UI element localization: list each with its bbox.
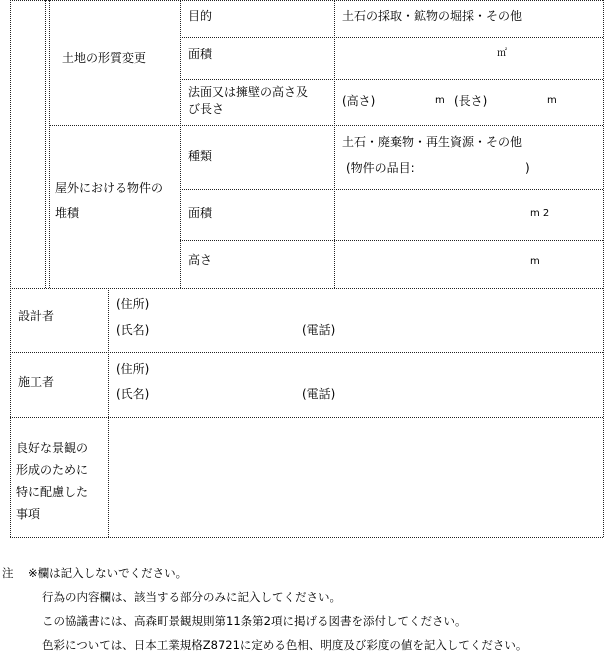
table-divider [49, 0, 50, 288]
table-divider [108, 288, 109, 537]
area-unit: ㎡ [497, 48, 507, 59]
designer-label: 設計者 [18, 309, 55, 323]
builder-name-label: (氏名) [116, 387, 150, 401]
designer-phone-label: (電話) [302, 323, 336, 337]
table-divider [180, 240, 603, 241]
kind-label: 種類 [188, 149, 213, 163]
slope-length-label: (長さ) [454, 94, 488, 108]
table-divider [180, 79, 603, 80]
table-border-top [10, 0, 603, 1]
landscape-label-line2: 形成のために [16, 463, 89, 477]
slope-label-line1: 法面又は擁壁の高さ及 [188, 85, 309, 99]
slope-length-unit: m [547, 95, 557, 106]
table-divider [180, 189, 603, 190]
note-line1: ※欄は記入しないでください。 [28, 566, 188, 580]
designer-address-label: (住所) [116, 297, 150, 311]
note-line3: この協議書には、高森町景観規則第11条第2項に掲げる図書を添付してください。 [42, 614, 467, 628]
table-divider [180, 0, 181, 288]
storage-area-unit: m 2 [530, 208, 550, 219]
land-form-change-label: 土地の形質変更 [62, 51, 147, 65]
slope-height-label: (高さ) [342, 94, 376, 108]
kind-value-line1: 土石・廃棄物・再生資源・その他 [342, 135, 523, 149]
note-line2: 行為の内容欄は、該当する部分のみに記入してください。 [42, 590, 341, 604]
kind-value-line2-suffix: ) [525, 161, 530, 175]
builder-phone-label: (電話) [302, 387, 336, 401]
table-divider [49, 125, 603, 126]
landscape-label [16, 437, 106, 525]
storage-height-unit: m [530, 256, 540, 267]
table-divider [180, 37, 603, 38]
slope-height-unit: m [435, 95, 445, 106]
table-border-right [603, 0, 604, 537]
table-divider [45, 0, 46, 288]
area-label: 面積 [188, 47, 213, 61]
table-border-bottom [10, 537, 603, 538]
storage-area-label: 面積 [188, 206, 213, 220]
purpose-label: 目的 [188, 9, 213, 23]
builder-address-label: (住所) [116, 362, 150, 376]
designer-name-label: (氏名) [116, 323, 150, 337]
outdoor-storage-label-line1: 屋外における物件の [55, 181, 164, 195]
table-divider [10, 288, 603, 289]
table-divider [10, 417, 603, 418]
storage-height-label: 高さ [188, 253, 213, 267]
landscape-label-line3: 特に配慮した [16, 485, 89, 499]
table-divider [334, 0, 335, 288]
landscape-label-line4: 事項 [16, 507, 41, 521]
notes-prefix: 注 [2, 566, 14, 580]
landscape-label-line1: 良好な景観の [16, 441, 89, 455]
kind-value-line2-prefix: (物件の品目: [346, 161, 415, 175]
slope-label-line2: び長さ [188, 102, 225, 116]
outdoor-storage-label-line2: 堆積 [55, 206, 80, 220]
table-border-left [10, 0, 11, 537]
purpose-value: 土石の採取・鉱物の堀採・その他 [342, 9, 523, 23]
table-divider [10, 352, 603, 353]
note-line4: 色彩については、日本工業規格Z8721に定める色相、明度及び彩度の値を記入してください。 [42, 638, 528, 652]
builder-label: 施工者 [18, 375, 55, 389]
